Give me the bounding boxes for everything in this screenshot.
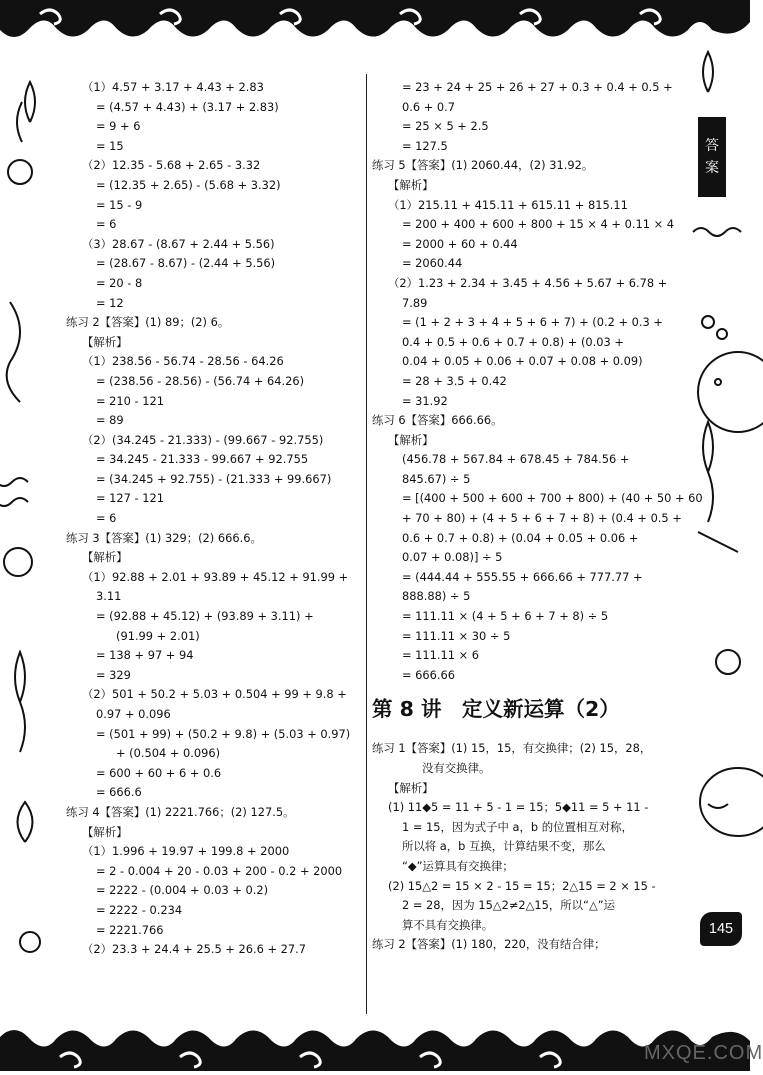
text-line: = 666.6 <box>96 785 142 800</box>
text-line: = 31.92 <box>402 393 448 408</box>
text-line: = 127.5 <box>402 138 448 153</box>
text-line: = 6 <box>96 511 117 526</box>
text-line: = 89 <box>96 413 124 428</box>
text-line: 【解析】 <box>82 334 128 349</box>
text-line: 0.97 + 0.096 <box>96 707 171 721</box>
text-line: = 111.11 × 30 ÷ 5 <box>402 628 511 643</box>
text-line: = 111.11 × 6 <box>402 648 480 663</box>
text-line: 练习 3【答案】(1) 329；(2) 666.6。 <box>66 530 262 545</box>
text-line: 没有交换律。 <box>422 761 491 775</box>
right-column <box>372 78 703 955</box>
wave-pattern-top <box>0 0 750 62</box>
text-line: （1）4.57 + 3.17 + 4.43 + 2.83 <box>82 80 264 94</box>
text-line: 【解析】 <box>388 432 434 447</box>
text-line: 888.88) ÷ 5 <box>402 589 471 604</box>
text-line: 练习 4【答案】(1) 2221.766；(2) 127.5。 <box>66 804 295 819</box>
text-line: 【解析】 <box>82 824 128 839</box>
text-line: = (12.35 + 2.65) - (5.68 + 3.32) <box>96 177 281 192</box>
text-line: （1）238.56 - 56.74 - 28.56 - 64.26 <box>82 354 284 369</box>
text-line: 0.07 + 0.08)] ÷ 5 <box>402 550 503 565</box>
text-line: = 2222 - (0.004 + 0.03 + 0.2) <box>96 883 269 898</box>
text-line: （2）(34.245 - 21.333) - (99.667 - 92.755) <box>82 432 324 447</box>
text-line: = (1 + 2 + 3 + 4 + 5 + 6 + 7) + (0.2 + 0.3 + <box>402 315 663 330</box>
text-line: （2）23.3 + 24.4 + 25.5 + 26.6 + 27.7 <box>82 942 306 957</box>
text-line: = (4.57 + 4.43) + (3.17 + 2.83) <box>96 99 279 114</box>
text-line: = 2222 - 0.234 <box>96 902 183 917</box>
text-line: (1) 11◆5 = 11 + 5 - 1 = 15；5◆11 = 5 + 11 - <box>388 800 649 815</box>
text-line: = 6 <box>96 217 117 232</box>
column-divider <box>366 74 367 1014</box>
text-line: （3）28.67 - (8.67 + 2.44 + 5.56) <box>82 236 275 251</box>
text-line: = 600 + 60 + 6 + 0.6 <box>96 765 222 780</box>
text-line: = 329 <box>96 667 131 682</box>
text-line: = 25 × 5 + 2.5 <box>402 119 489 134</box>
text-line: = 12 <box>96 295 124 310</box>
seaweed-doodles-left <box>0 62 62 1015</box>
text-line: (456.78 + 567.84 + 678.45 + 784.56 + <box>402 452 630 467</box>
text-line: 7.89 <box>402 295 428 310</box>
text-line: = 28 + 3.5 + 0.42 <box>402 373 507 388</box>
decorative-doodle-left <box>0 62 62 1015</box>
text-line: = 34.245 - 21.333 - 99.667 + 92.755 <box>96 452 309 467</box>
tab-char-1: 答 <box>705 138 719 154</box>
text-line: 练习 6【答案】666.66。 <box>372 413 503 428</box>
text-line: + (0.504 + 0.096) <box>116 746 221 761</box>
text-line: (2) 15△2 = 15 × 2 - 15 = 15；2△15 = 2 × 15 - <box>388 878 656 893</box>
decorative-wave-border-bottom <box>0 1015 750 1071</box>
lesson-title: 第 8 讲 定义新运算（2） <box>372 697 620 722</box>
text-line: 算不具有交换律。 <box>402 917 494 932</box>
right-column-bottom <box>372 739 680 955</box>
text-line: = 20 - 8 <box>96 275 143 290</box>
text-line: (91.99 + 2.01) <box>116 628 200 643</box>
text-line: = (238.56 - 28.56) - (56.74 + 64.26) <box>96 373 305 388</box>
text-line: 练习 5【答案】(1) 2060.44，(2) 31.92。 <box>372 158 594 173</box>
text-line: = 127 - 121 <box>96 491 164 506</box>
text-line: = 200 + 400 + 600 + 800 + 15 × 4 + 0.11 × 4 <box>402 217 674 232</box>
text-line: = (34.245 + 92.755) - (21.333 + 99.667) <box>96 471 332 486</box>
left-column <box>66 78 362 960</box>
text-line: “◆”运算具有交换律； <box>402 858 514 873</box>
text-line: 【解析】 <box>388 177 434 192</box>
right-column-top <box>372 78 703 685</box>
text-line: （1）215.11 + 415.11 + 615.11 + 815.11 <box>388 197 628 212</box>
text-line: 3.11 <box>96 589 122 604</box>
text-line: （2）12.35 - 5.68 + 2.65 - 3.32 <box>82 158 261 173</box>
text-line: = 210 - 121 <box>96 393 164 408</box>
text-line: = 15 <box>96 138 124 153</box>
text-line: = (444.44 + 555.55 + 666.66 + 777.77 + <box>402 569 643 584</box>
text-line: 845.67) ÷ 5 <box>402 471 471 486</box>
text-line: = 2000 + 60 + 0.44 <box>402 236 518 251</box>
text-line: 0.04 + 0.05 + 0.06 + 0.07 + 0.08 + 0.09) <box>402 354 643 369</box>
text-line: = (92.88 + 45.12) + (93.89 + 3.11) + <box>96 609 314 624</box>
text-line: （1）92.88 + 2.01 + 93.89 + 45.12 + 91.99 + <box>82 569 349 584</box>
text-line: = 138 + 97 + 94 <box>96 648 194 663</box>
watermark-text: MXQE.COM <box>644 1042 763 1064</box>
text-line: = 23 + 24 + 25 + 26 + 27 + 0.3 + 0.4 + 0.5 + <box>402 80 673 94</box>
text-line: （2）501 + 50.2 + 5.03 + 0.504 + 99 + 9.8 + <box>82 687 347 702</box>
text-line: + 70 + 80) + (4 + 5 + 6 + 7 + 8) + (0.4 + 0.5 + <box>402 511 682 526</box>
text-line: = (28.67 - 8.67) - (2.44 + 5.56) <box>96 256 276 271</box>
text-line: 2 = 28，因为 15△2≠2△15，所以“△”运 <box>402 898 615 913</box>
decorative-wave-border-top <box>0 0 750 62</box>
text-line: = 2 - 0.004 + 20 - 0.03 + 200 - 0.2 + 2000 <box>96 863 343 878</box>
text-line: 0.4 + 0.5 + 0.6 + 0.7 + 0.8) + (0.03 + <box>402 334 624 349</box>
decorative-doodle-right <box>688 62 750 1015</box>
tab-char-2: 案 <box>705 160 719 176</box>
fish-doodles-right <box>688 62 750 1015</box>
text-line: 练习 2【答案】(1) 89；(2) 6。 <box>66 315 230 330</box>
text-line: = [(400 + 500 + 600 + 700 + 800) + (40 + 50 + 60 <box>402 491 703 506</box>
text-line: 练习 2【答案】(1) 180，220，没有结合律； <box>372 937 606 952</box>
text-line: = 2221.766 <box>96 922 164 937</box>
text-line: 1 = 15，因为式子中 a，b 的位置相互对称， <box>402 819 633 834</box>
text-line: （2）1.23 + 2.34 + 3.45 + 4.56 + 5.67 + 6.78 + <box>388 275 668 290</box>
text-line: 0.6 + 0.7 <box>402 99 456 114</box>
text-line: 练习 1【答案】(1) 15，15，有交换律；(2) 15，28， <box>372 741 652 756</box>
wave-pattern-bottom <box>0 1015 750 1071</box>
page-number-badge: 145 <box>700 912 742 946</box>
text-line: = 666.66 <box>402 667 456 682</box>
text-line: （1）1.996 + 19.97 + 199.8 + 2000 <box>82 844 290 859</box>
text-line: 【解析】 <box>82 550 128 565</box>
text-line: 0.6 + 0.7 + 0.8) + (0.04 + 0.05 + 0.06 + <box>402 530 639 545</box>
text-line: = 15 - 9 <box>96 197 143 212</box>
text-line: = (501 + 99) + (50.2 + 9.8) + (5.03 + 0.97) <box>96 726 351 741</box>
text-line: 【解析】 <box>388 780 434 795</box>
text-line: = 111.11 × (4 + 5 + 6 + 7 + 8) ÷ 5 <box>402 609 609 624</box>
text-line: = 9 + 6 <box>96 119 141 134</box>
answer-section-tab <box>698 117 726 197</box>
text-line: = 2060.44 <box>402 256 463 271</box>
text-line: 所以将 a，b 互换，计算结果不变，那么 <box>402 839 606 854</box>
